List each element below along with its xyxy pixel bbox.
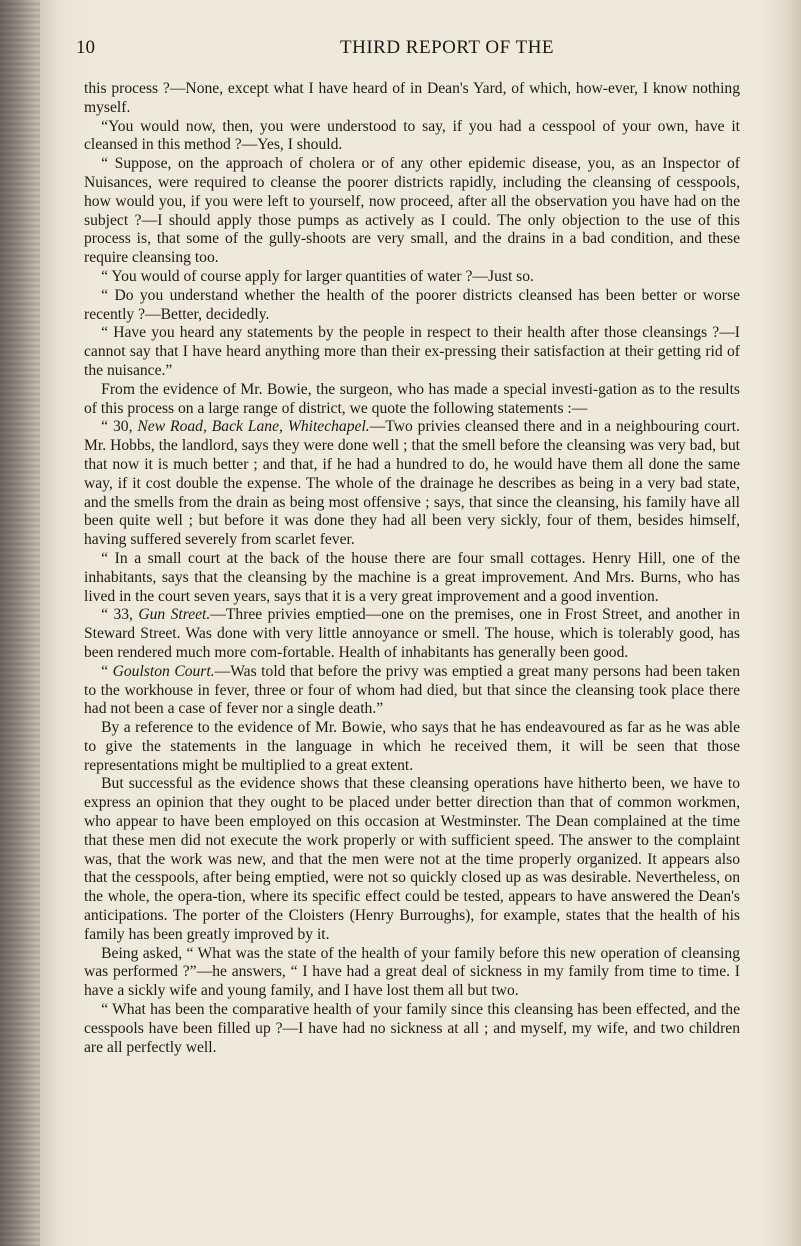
paragraph: this process ?—None, except what I have heard of in Dean's Yard, of which, how-ever, I know nothing myself.	[84, 80, 740, 116]
paragraph: “ Have you heard any statements by the people in respect to their health after those cleansings ?—I cannot say that I have heard anything more than their ex-pressing their satisfaction at their getting rid of the nuisance.”	[84, 324, 740, 379]
paragraph: But successful as the evidence shows that these cleansing operations have hitherto been, we have to express an opinion that they ought to be placed under better direction than that of common workmen, who appear to have been employed on this occasion at Westminster. The Dean complained at the time that these men did not execute the work properly or with sufficient speed. The answer to the complaint was, that the work was new, and that the men were not at the time properly organized. It appears also that the cesspools, after being emptied, were not so quickly closed up as was desirable. Nevertheless, on the whole, the opera-tion, where its specific effect could be tested, appears to have answered the Dean's anticipations. The porter of the Cloisters (Henry Burroughs), for example, states that the health of his family has been greatly improved by it.	[84, 775, 740, 943]
quoted-entry-gun-street	[84, 606, 740, 662]
paragraph: “ What has been the comparative health of your family since this cleansing has been effected, and the cesspools have been filled up ?—I have had no sickness at all ; and myself, my wife, and two children are all perfectly well.	[84, 1001, 740, 1056]
running-title: THIRD REPORT OF THE	[340, 37, 555, 58]
entry-place: Gun Street.	[138, 606, 211, 624]
entry-text: —Two privies cleansed there and in a neighbouring court. Mr. Hobbs, the landlord, says they were done well ; that the smell before the cleansing was very bad, but that now it is much better ; and that, if he had a hundred to do, he would have them all done the same way, if it cost double the expense. The whole of the drainage he describes as being in a very bad state, and the smells from the drain as being most offensive ; says, that since the cleansing, his family have all been quite well ; but before it was done they had all been very sickly, four of them, besides himself, having suffered severely from scarlet fever.	[84, 418, 741, 549]
body-text	[84, 80, 740, 1057]
paragraph: “ Do you understand whether the health of the poorer districts cleansed has been better or worse recently ?—Better, decidedly.	[84, 286, 740, 323]
paragraph: “ In a small court at the back of the house there are four small cottages. Henry Hill, one of the inhabitants, says that the cleansing by the machine is a great improvement. And Mrs. Burns, who has lived in the court seven years, says that it is a very great improvement and a good invention.	[84, 549, 740, 605]
paragraph: From the evidence of Mr. Bowie, the surgeon, who has made a special investi-gation as to the results of this process on a large range of district, we quote the following statements :—	[84, 380, 740, 417]
paragraph: “You would now, then, you were understood to say, if you had a cesspool of your own, have it cleansed in this method ?—Yes, I should.	[84, 117, 740, 154]
page-header	[0, 37, 801, 61]
entry-open: “	[101, 662, 113, 680]
paragraph: “ Suppose, on the approach of cholera or of any other epidemic disease, you, as an Inspector of Nuisances, were required to cleanse the poorer districts rapidly, including the cleansing of cesspools, how would you, if you were left to yourself, now proceed, after all the observation you have had on the subject ?—I should apply those pumps as actively as I could. The only objection to the use of this process is, that some of the gully-shoots are very small, and the drains in a bad condition, and these require cleansing too.	[84, 155, 740, 267]
entry-text: —Three privies emptied—one on the premises, one in Frost Street, and another in Steward Street. Was done with very little annoyance or smell. The house, which is tolerably good, has been rendered much more com-fortable. Health of inhabitants has generally been good.	[84, 606, 740, 661]
paragraph: By a reference to the evidence of Mr. Bowie, who says that he has endeavoured as far as he was able to give the statements in the language in which he received them, it will be seen that those representations might be multiplied to a great extent.	[84, 719, 740, 774]
entry-place: Goulston Court.	[112, 662, 215, 680]
paragraph: “ You would of course apply for larger quantities of water ?—Just so.	[101, 267, 534, 285]
entry-place: New Road, Back Lane, Whitechapel.	[137, 418, 370, 436]
entry-open: “ 30,	[101, 418, 138, 436]
paragraph: Being asked, “ What was the state of the health of your family before this new operation of cleansing was performed ?”—he answers, “ I have had a great deal of sickness in my family from time to time. I have a sickly wife and young family, and I have lost them all but two.	[84, 944, 740, 1000]
quoted-entry-new-road	[84, 418, 740, 550]
page-number: 10	[76, 37, 95, 58]
quoted-entry-goulston-court	[84, 663, 740, 719]
binding-gutter	[0, 0, 40, 1246]
entry-open: “ 33,	[101, 606, 139, 624]
entry-text: —Was told that before the privy was emptied a great many persons had been taken to the workhouse in fever, three or four of whom had died, but that since the cleansing took place there had not been a case of fever nor a single death.”	[84, 662, 740, 718]
